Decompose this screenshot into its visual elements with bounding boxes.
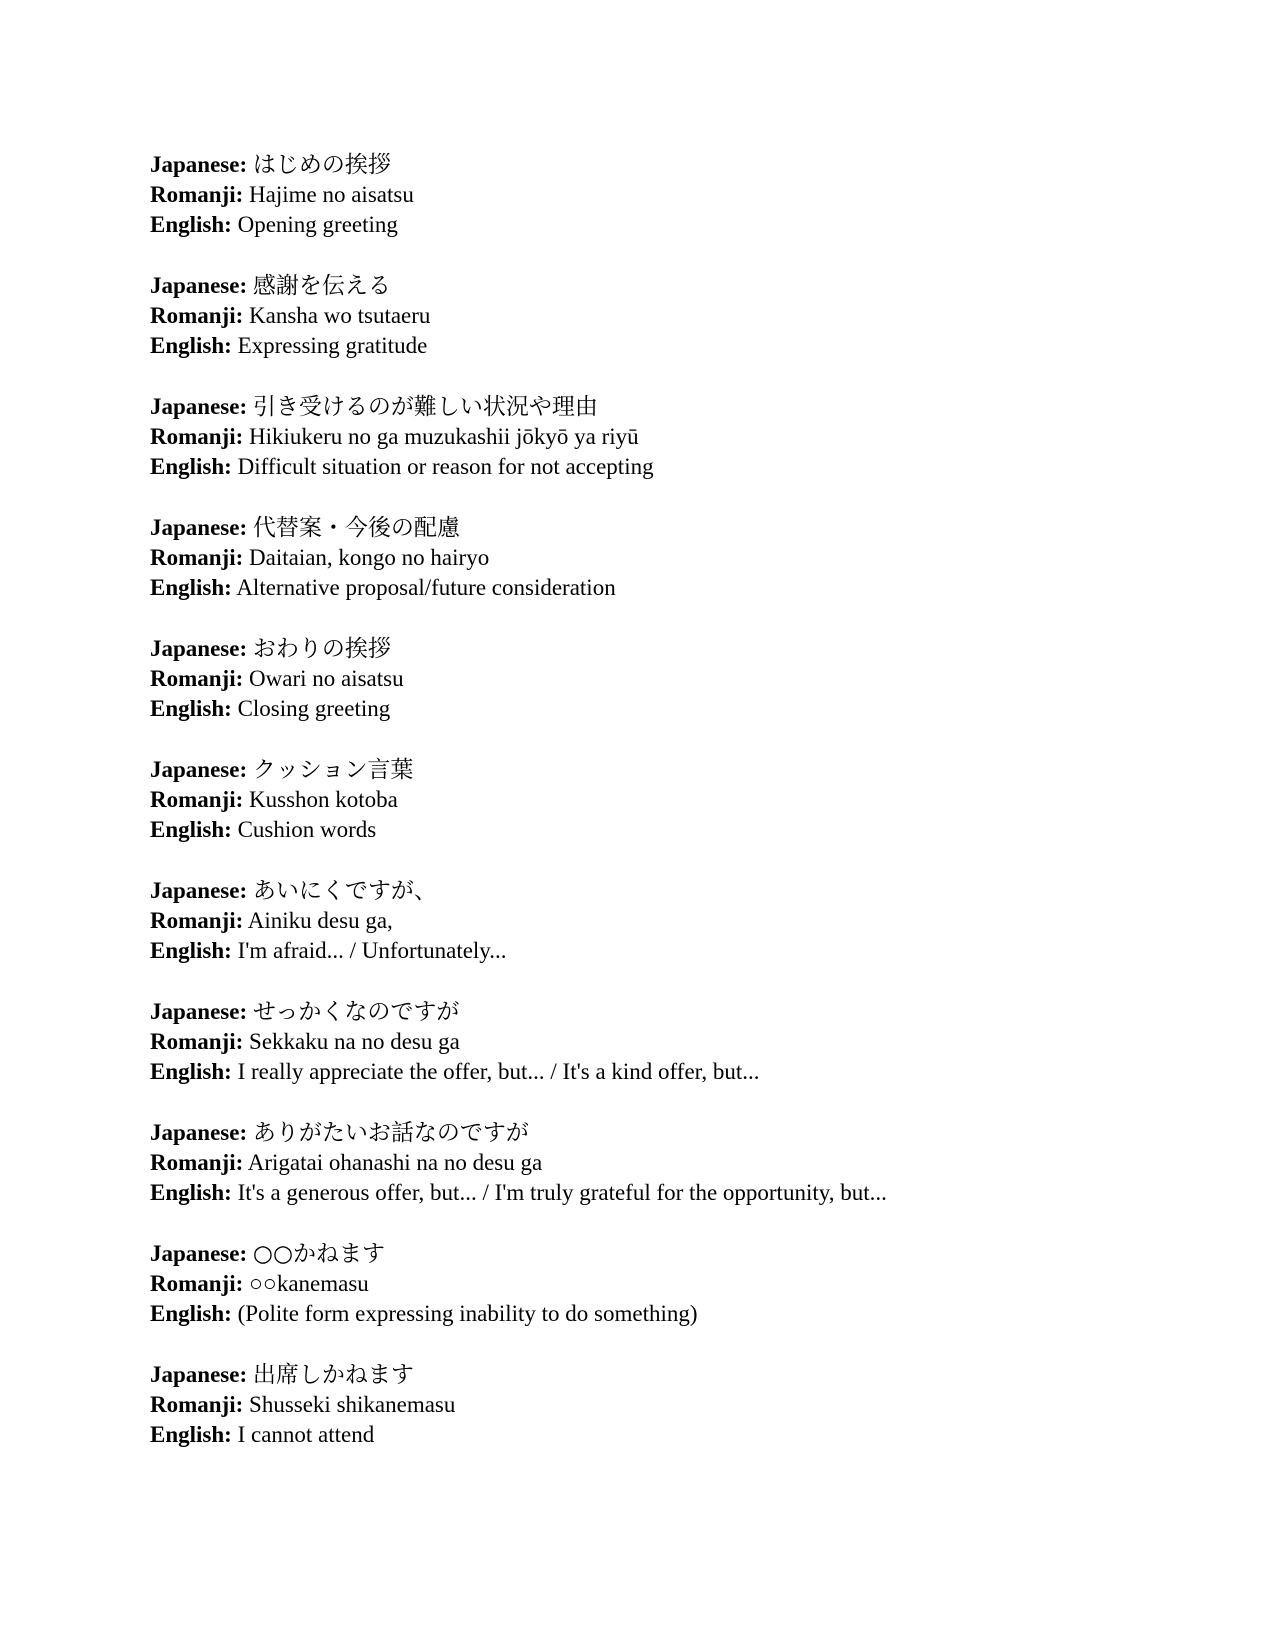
japanese-label: Japanese: — [150, 515, 248, 540]
romanji-label: Romanji: — [150, 182, 244, 207]
english-label: English: — [150, 212, 232, 237]
entry-block — [150, 513, 1150, 603]
japanese-value: おわりの挨拶 — [252, 636, 391, 662]
japanese-value: はじめの挨拶 — [252, 152, 391, 178]
romanji-line — [150, 180, 1150, 210]
entry-block — [150, 1360, 1150, 1450]
english-line — [150, 452, 1150, 482]
romanji-value: Arigatai ohanashi na no desu ga — [247, 1150, 543, 1175]
romanji-label: Romanji: — [150, 1271, 244, 1296]
japanese-value: クッション言葉 — [252, 757, 414, 783]
romanji-value: Hikiukeru no ga muzukashii jōkyō ya riyū — [249, 424, 639, 449]
romanji-line — [150, 1027, 1150, 1057]
romanji-value: Hajime no aisatsu — [249, 182, 414, 207]
english-label: English: — [150, 1180, 232, 1205]
english-line — [150, 573, 1150, 603]
romanji-line — [150, 785, 1150, 815]
romanji-value: Owari no aisatsu — [249, 666, 404, 691]
english-label: English: — [150, 1301, 232, 1326]
romanji-value: ○○kanemasu — [249, 1271, 369, 1296]
english-label: English: — [150, 454, 232, 479]
japanese-label: Japanese: — [150, 1241, 248, 1266]
japanese-value: 出席しかねます — [252, 1362, 414, 1388]
romanji-value: Kusshon kotoba — [249, 787, 398, 812]
romanji-line — [150, 1148, 1150, 1178]
entry-list — [150, 150, 1150, 1450]
english-line — [150, 1299, 1150, 1329]
romanji-label: Romanji: — [150, 1150, 244, 1175]
romanji-line — [150, 1269, 1150, 1299]
english-label: English: — [150, 333, 232, 358]
english-line — [150, 1420, 1150, 1450]
english-value: I cannot attend — [237, 1422, 375, 1447]
english-value: Opening greeting — [237, 212, 398, 237]
english-value: Cushion words — [237, 817, 377, 842]
romanji-line — [150, 906, 1150, 936]
japanese-label: Japanese: — [150, 394, 248, 419]
romanji-label: Romanji: — [150, 666, 244, 691]
romanji-label: Romanji: — [150, 787, 244, 812]
english-label: English: — [150, 817, 232, 842]
romanji-line — [150, 422, 1150, 452]
japanese-value: ありがたいお話なのですが — [252, 1120, 529, 1146]
entry-block — [150, 150, 1150, 240]
japanese-label: Japanese: — [150, 757, 248, 782]
romanji-label: Romanji: — [150, 303, 244, 328]
romanji-value: Shusseki shikanemasu — [249, 1392, 456, 1417]
english-line — [150, 1178, 1150, 1208]
japanese-line — [150, 150, 1150, 180]
japanese-value: せっかくなのですが — [252, 999, 460, 1025]
romanji-label: Romanji: — [150, 545, 244, 570]
japanese-value: 引き受けるのが難しい状況や理由 — [252, 394, 598, 420]
japanese-line — [150, 876, 1150, 906]
english-value: It's a generous offer, but... / I'm truly grateful for the opportunity, but... — [237, 1180, 887, 1205]
japanese-line — [150, 1239, 1150, 1269]
english-label: English: — [150, 575, 232, 600]
entry-block — [150, 271, 1150, 361]
romanji-value: Daitaian, kongo no hairyo — [249, 545, 490, 570]
romanji-label: Romanji: — [150, 424, 244, 449]
english-line — [150, 815, 1150, 845]
english-value: Closing greeting — [237, 696, 391, 721]
japanese-line — [150, 392, 1150, 422]
romanji-value: Sekkaku na no desu ga — [249, 1029, 460, 1054]
japanese-label: Japanese: — [150, 878, 248, 903]
english-line — [150, 1057, 1150, 1087]
english-label: English: — [150, 1059, 232, 1084]
entry-block — [150, 1239, 1150, 1329]
english-label: English: — [150, 938, 232, 963]
english-line — [150, 331, 1150, 361]
english-line — [150, 694, 1150, 724]
english-line — [150, 936, 1150, 966]
romanji-label: Romanji: — [150, 908, 244, 933]
english-label: English: — [150, 696, 232, 721]
japanese-label: Japanese: — [150, 273, 248, 298]
japanese-label: Japanese: — [150, 1120, 248, 1145]
entry-block — [150, 634, 1150, 724]
japanese-line — [150, 513, 1150, 543]
english-label: English: — [150, 1422, 232, 1447]
english-value: (Polite form expressing inability to do something) — [237, 1301, 698, 1326]
entry-block — [150, 392, 1150, 482]
japanese-line — [150, 755, 1150, 785]
japanese-line — [150, 997, 1150, 1027]
romanji-line — [150, 543, 1150, 573]
document-page — [150, 150, 1150, 1481]
japanese-label: Japanese: — [150, 152, 248, 177]
romanji-value: Ainiku desu ga, — [247, 908, 393, 933]
english-value: I'm afraid... / Unfortunately... — [237, 938, 507, 963]
entry-block — [150, 1118, 1150, 1208]
japanese-value: 感謝を伝える — [252, 273, 391, 299]
english-value: Difficult situation or reason for not accepting — [237, 454, 654, 479]
japanese-value: あいにくですが、 — [252, 878, 437, 904]
japanese-line — [150, 634, 1150, 664]
romanji-label: Romanji: — [150, 1392, 244, 1417]
english-value: Expressing gratitude — [237, 333, 428, 358]
entry-block — [150, 755, 1150, 845]
english-line — [150, 210, 1150, 240]
romanji-line — [150, 664, 1150, 694]
japanese-line — [150, 1360, 1150, 1390]
japanese-line — [150, 271, 1150, 301]
romanji-value: Kansha wo tsutaeru — [249, 303, 431, 328]
japanese-label: Japanese: — [150, 999, 248, 1024]
romanji-line — [150, 1390, 1150, 1420]
japanese-label: Japanese: — [150, 1362, 248, 1387]
japanese-label: Japanese: — [150, 636, 248, 661]
entry-block — [150, 997, 1150, 1087]
entry-block — [150, 876, 1150, 966]
romanji-label: Romanji: — [150, 1029, 244, 1054]
japanese-value: ○○かねます — [252, 1241, 386, 1267]
japanese-line — [150, 1118, 1150, 1148]
romanji-line — [150, 301, 1150, 331]
english-value: Alternative proposal/future consideration — [236, 575, 616, 600]
english-value: I really appreciate the offer, but... / It's a kind offer, but... — [237, 1059, 760, 1084]
japanese-value: 代替案・今後の配慮 — [252, 515, 460, 541]
